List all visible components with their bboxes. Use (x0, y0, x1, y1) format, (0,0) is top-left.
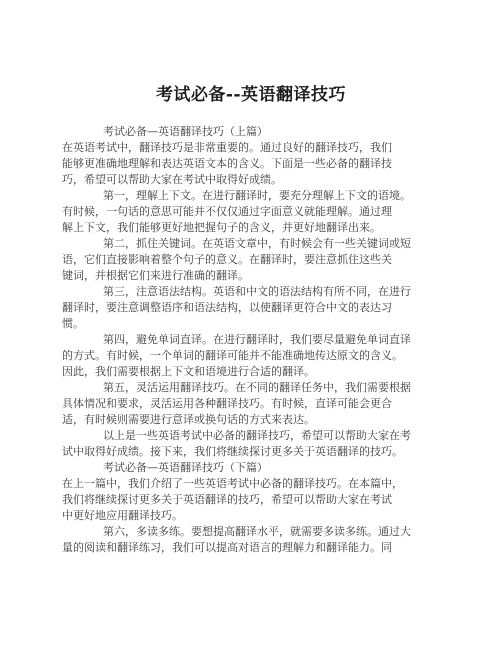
paragraph-line: 中更好地应用翻译技巧。 (62, 509, 183, 522)
paragraph-line: 我们将继续探讨更多关于英语翻译的技巧，希望可以帮助大家在考试 (62, 493, 392, 506)
paragraph-line: 以上是一些英语考试中必备的翻译技巧，希望可以帮助大家在考 (103, 429, 411, 442)
paragraph-line: 第三，注意语法结构。英语和中文的语法结构有所不同，在进行 (103, 285, 411, 298)
paragraph-line: 翻译时，要注意调整语序和语法结构，以使翻译更符合中文的表达习 (62, 301, 392, 314)
paragraph-line: 键词，并根据它们来进行准确的翻译。 (62, 269, 249, 282)
paragraph-line: 惯。 (62, 317, 84, 330)
paragraph-line: 具体情况和要求，灵活运用各种翻译技巧。有时候，直译可能会更合 (62, 397, 392, 410)
paragraph-line: 语，它们直接影响着整个句子的意义。在翻译时，要注意抓住这些关 (62, 253, 392, 266)
paragraph-line: 适，有时候则需要进行意译或换句话的方式来表达。 (62, 413, 315, 426)
paragraph-line: 的方式。有时候，一个单词的翻译可能并不能准确地传达原文的含义。 (62, 349, 403, 362)
paragraph-line: 第六，多读多练。要想提高翻译水平，就需要多读多练。通过大 (103, 525, 411, 538)
paragraph-line: 试中取得好成绩。接下来，我们将继续探讨更多关于英语翻译的技巧。 (62, 445, 403, 458)
paragraph-line: 第四，避免单词直译。在进行翻译时，我们要尽量避免单词直译 (103, 333, 411, 346)
paragraph-line: 在上一篇中，我们介绍了一些英语考试中必备的翻译技巧。在本篇中， (62, 477, 403, 490)
paragraph-line: 在英语考试中，翻译技巧是非常重要的。通过良好的翻译技巧，我们 (62, 141, 392, 154)
paragraph-line: 能够更准确地理解和表达英语文本的含义。下面是一些必备的翻译技 (62, 157, 392, 170)
paragraph-line: 巧，希望可以帮助大家在考试中取得好成绩。 (62, 173, 282, 186)
heading-part-2: 考试必备—英语翻译技巧（下篇） (103, 461, 268, 474)
document-title: 考试必备--英语翻译技巧 (155, 85, 347, 105)
paragraph-line: 第二，抓住关键词。在英语文章中，有时候会有一些关键词或短 (103, 237, 411, 250)
paragraph-line: 解上下文，我们能够更好地把握句子的含义，并更好地翻译出来。 (62, 221, 381, 234)
paragraph-line: 第一，理解上下文。在进行翻译时，要充分理解上下文的语境。 (103, 189, 411, 202)
paragraph-line: 量的阅读和翻译练习，我们可以提高对语言的理解力和翻译能力。同 (62, 541, 392, 554)
heading-part-1: 考试必备—英语翻译技巧（上篇） (103, 125, 268, 138)
paragraph-line: 第五，灵活运用翻译技巧。在不同的翻译任务中，我们需要根据 (103, 381, 411, 394)
paragraph-line: 因此，我们需要根据上下文和语境进行合适的翻译。 (62, 365, 315, 378)
paragraph-line: 有时候，一句话的意思可能并不仅仅通过字面意义就能理解。通过理 (62, 205, 392, 218)
